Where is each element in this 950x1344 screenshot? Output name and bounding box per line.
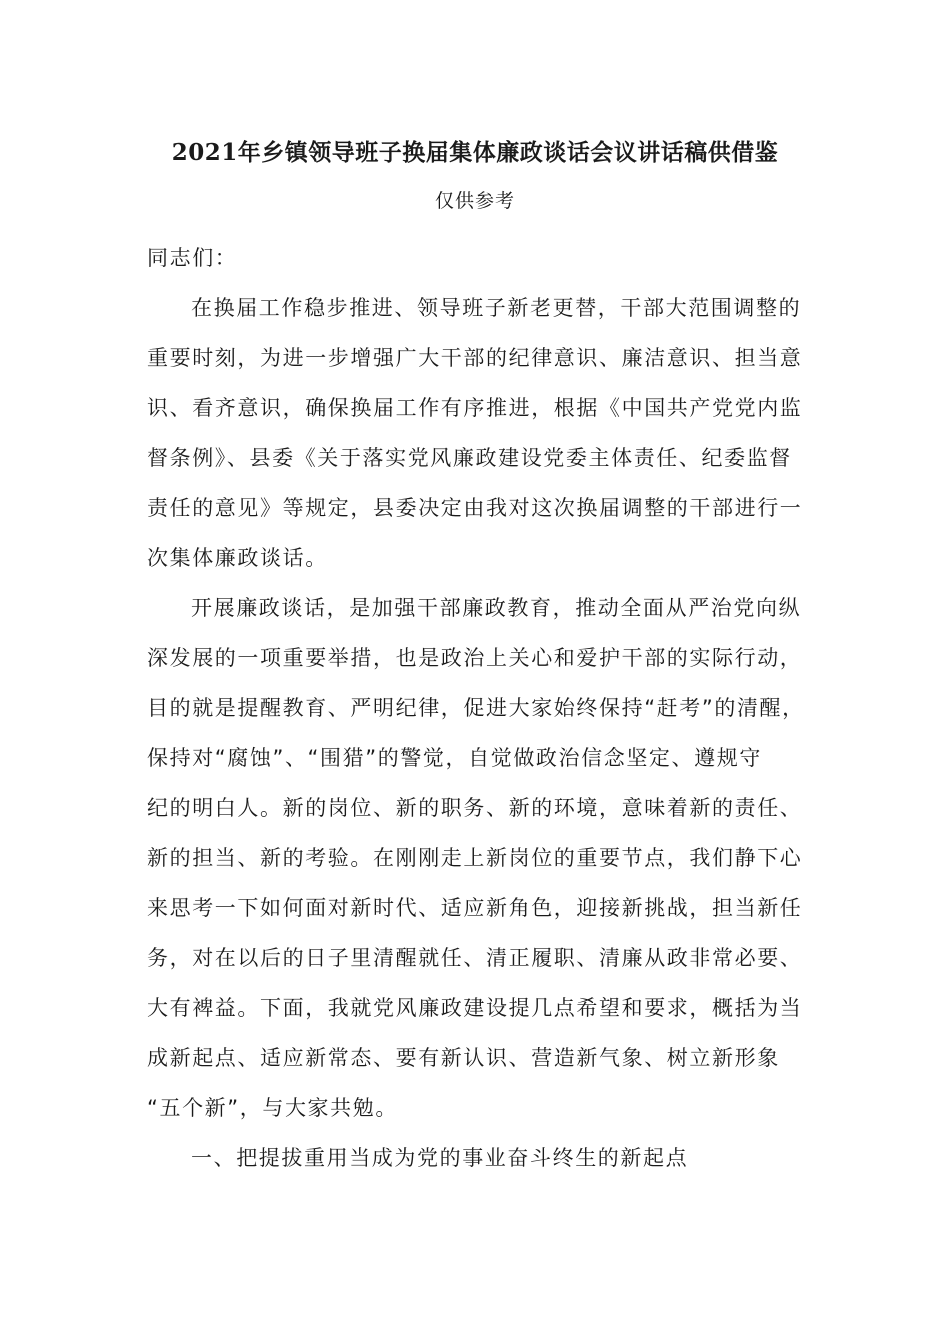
document-subtitle: 仅供参考	[434, 190, 515, 212]
paragraph-1-line: 识、看齐意识，确保换届工作有序推进，根据《中国共产党党内监	[147, 396, 803, 420]
section-heading-1: 一、把提拔重用当成为党的事业奋斗终生的新起点	[191, 1146, 689, 1170]
paragraph-1-line: 在换届工作稳步推进、领导班子新老更替，干部大范围调整的	[191, 296, 802, 320]
paragraph-1-line: 次集体廉政谈话。	[147, 546, 328, 570]
paragraph-2-line: 新的担当、新的考验。在刚刚走上新岗位的重要节点，我们静下心	[147, 846, 803, 870]
paragraph-2-line: 务，对在以后的日子里清醒就任、清正履职、清廉从政非常必要、	[147, 946, 803, 970]
paragraph-2-line: 目的就是提醒教育、严明纪律，促进大家始终保持“赶考”的清醒，	[147, 696, 805, 720]
paragraph-2-line: 大有裨益。下面，我就党风廉政建设提几点希望和要求，概括为当	[147, 996, 803, 1020]
document-title: 2021年乡镇领导班子换届集体廉政谈话会议讲话稿供借鉴	[171, 139, 779, 166]
salutation-line: 同志们：	[147, 246, 238, 270]
paragraph-2-line: 深发展的一项重要举措，也是政治上关心和爱护干部的实际行动，	[147, 646, 803, 670]
paragraph-1-line: 责任的意见》等规定，县委决定由我对这次换届调整的干部进行一	[147, 496, 803, 520]
paragraph-2-line: “五个新”，与大家共勉。	[147, 1096, 398, 1120]
paragraph-2-line: 来思考一下如何面对新时代、适应新角色，迎接新挑战，担当新任	[147, 896, 803, 920]
paragraph-1-line: 督条例》、县委《关于落实党风廉政建设党委主体责任、纪委监督	[147, 446, 792, 470]
document-body	[147, 233, 827, 1183]
paragraph-1-line: 重要时刻，为进一步增强广大干部的纪律意识、廉洁意识、担当意	[147, 346, 803, 370]
paragraph-2-line: 保持对“腐蚀”、“围猎”的警觉，自觉做政治信念坚定、遵规守	[147, 746, 762, 770]
paragraph-2-line: 纪的明白人。新的岗位、新的职务、新的环境，意味着新的责任、	[147, 796, 803, 820]
paragraph-2-line: 开展廉政谈话，是加强干部廉政教育，推动全面从严治党向纵	[191, 596, 802, 620]
paragraph-2-line: 成新起点、适应新常态、要有新认识、营造新气象、树立新形象	[147, 1046, 780, 1070]
